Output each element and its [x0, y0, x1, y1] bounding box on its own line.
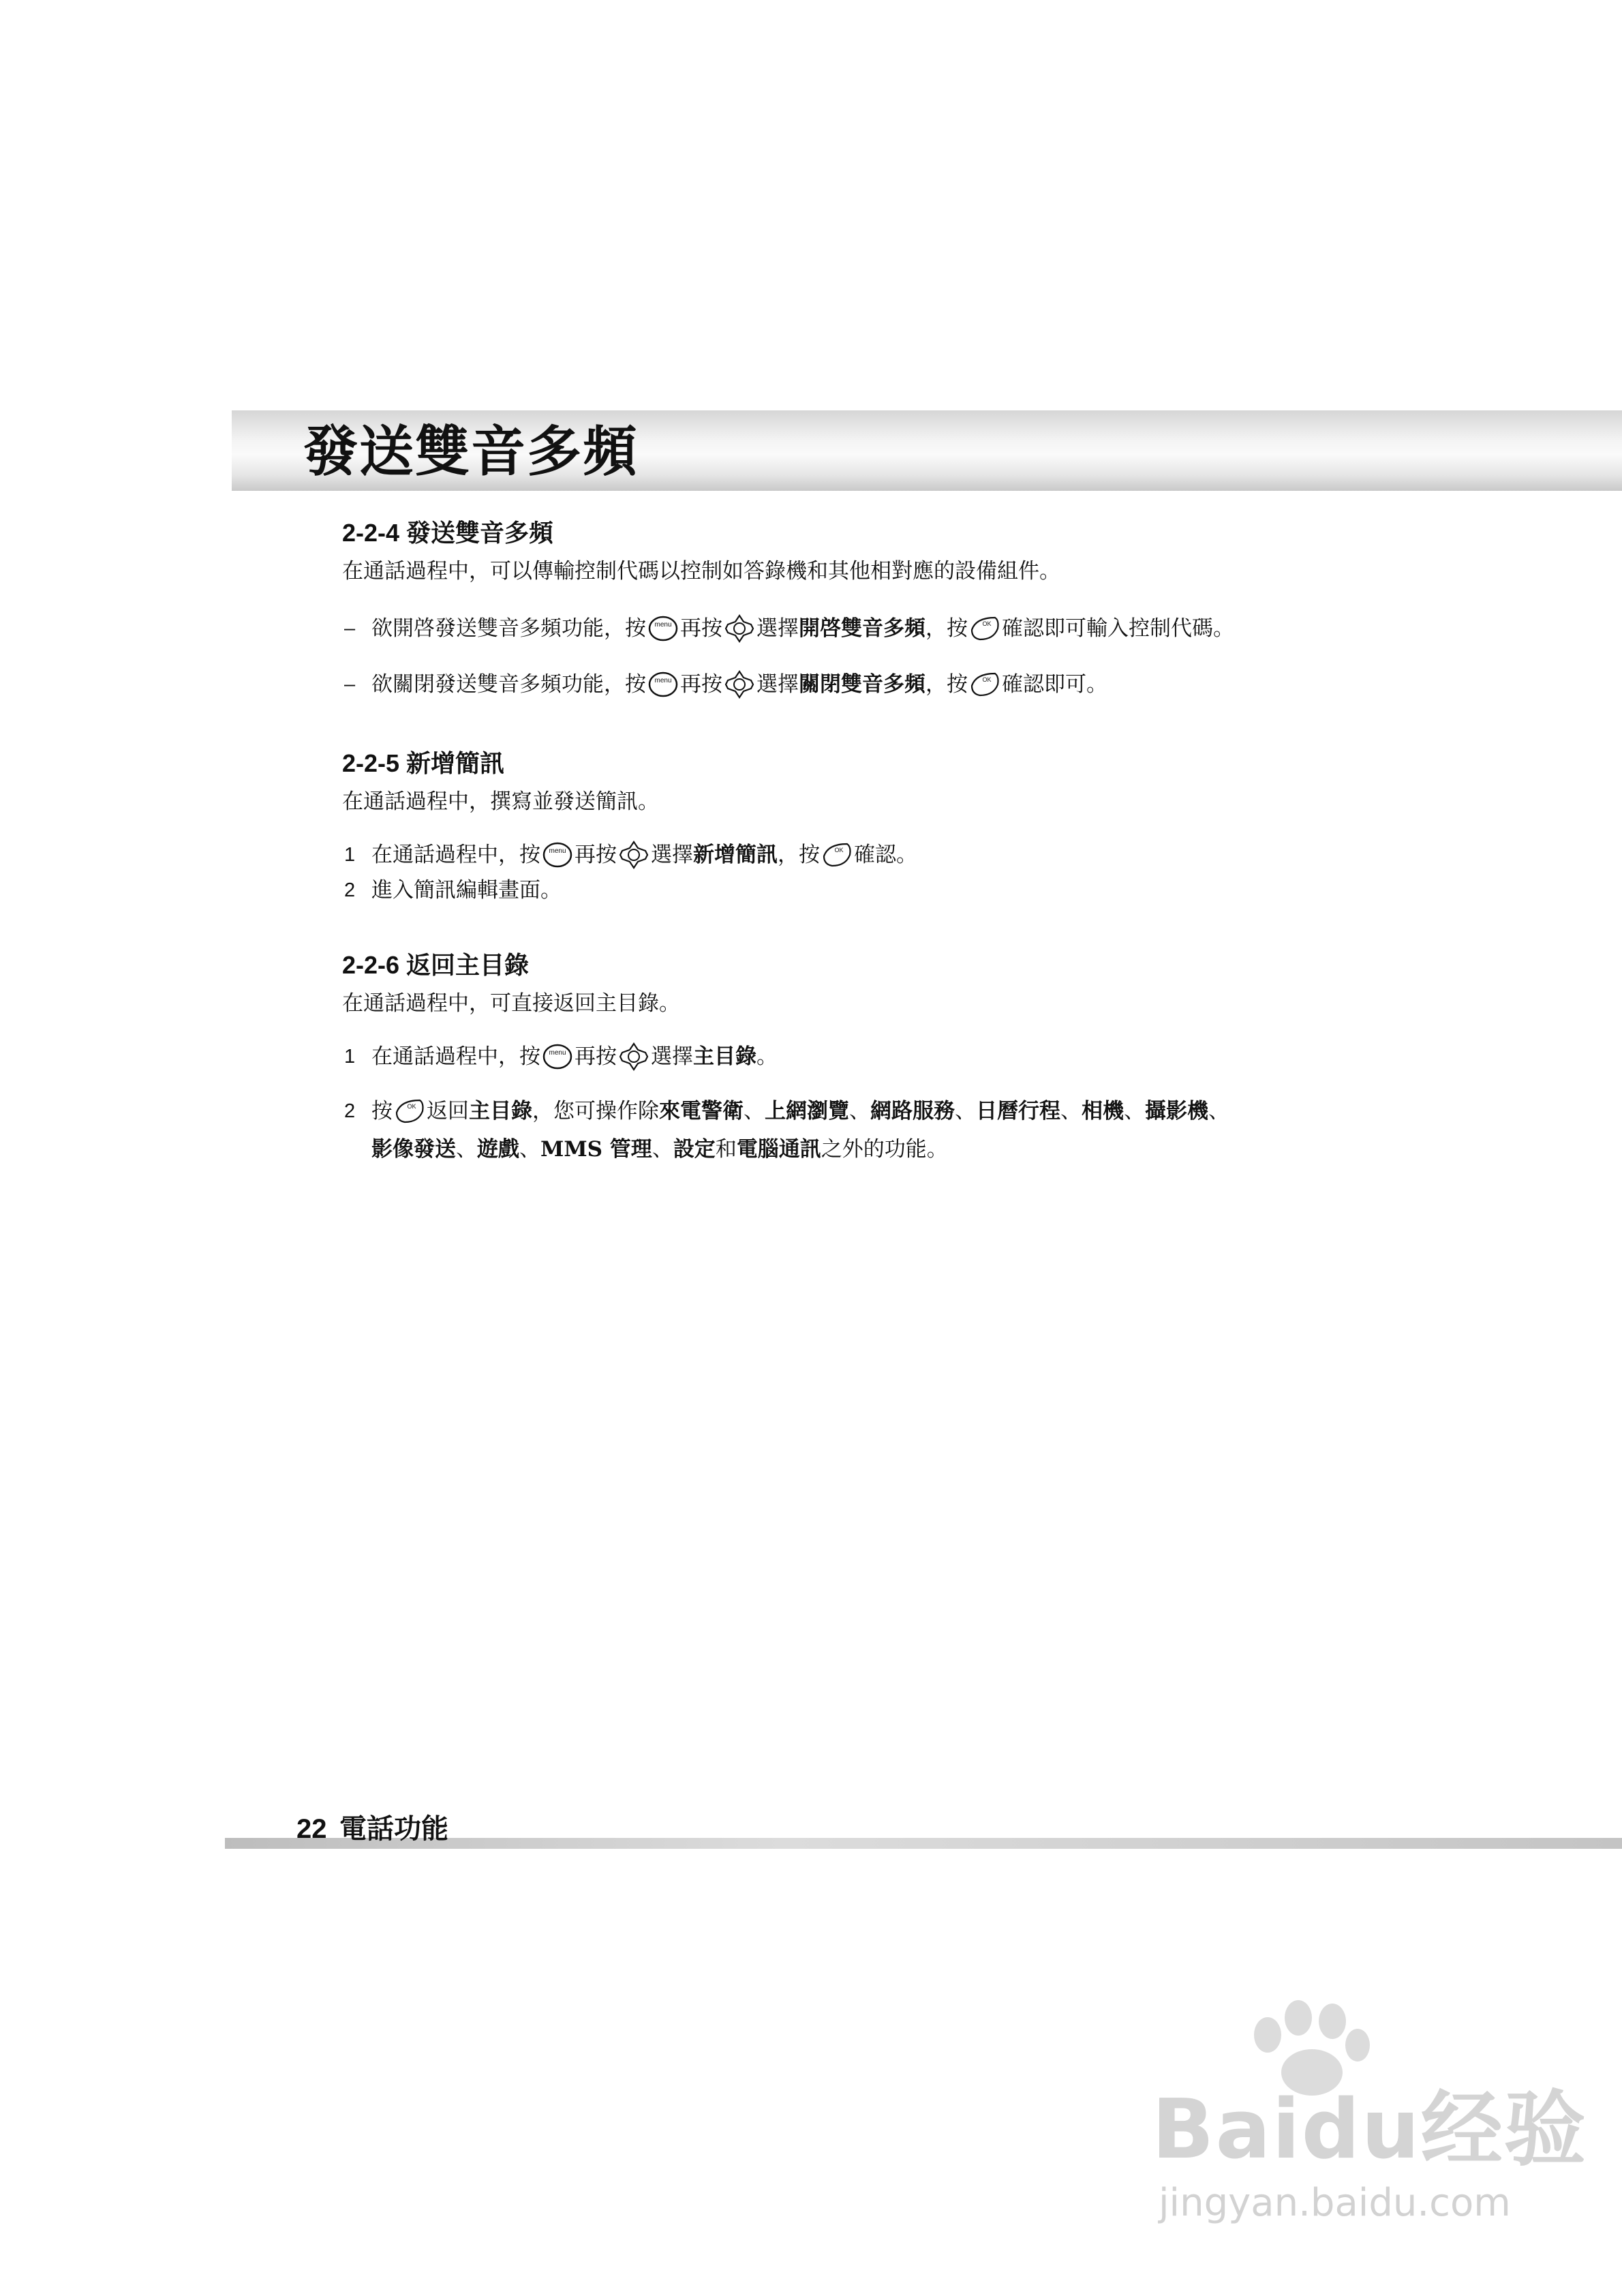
section-heading-2-2-4 — [342, 518, 553, 548]
menu-option: 關閉雙音多頻 — [799, 672, 925, 697]
separator: 、 — [519, 1137, 540, 1162]
list-marker: 1 — [344, 1046, 356, 1068]
function-name: 上網瀏覽 — [765, 1099, 849, 1123]
section-title: 發送雙音多頻 — [406, 519, 554, 547]
separator: 、 — [1060, 1099, 1082, 1123]
item-text: 再按 — [680, 616, 722, 641]
section-intro: 在通話過程中，可以傳輸控制代碼以控制如答錄機和其他相對應的設備組件。 — [342, 559, 1060, 584]
separator: 、 — [1208, 1099, 1229, 1123]
section-number: 2-2-6 — [342, 951, 400, 979]
section-heading-2-2-5 — [342, 749, 504, 779]
watermark-url: jingyan.baidu.com — [1159, 2181, 1511, 2225]
section-title: 新增簡訊 — [406, 749, 505, 778]
item-text: 進入簡訊編輯畫面。 — [371, 878, 562, 903]
section-intro: 在通話過程中，可直接返回主目錄。 — [342, 991, 680, 1016]
item-text: 確認即可輸入控制代碼。 — [1002, 616, 1234, 641]
item-text: 再按 — [680, 672, 722, 697]
menu-option: 主目錄 — [693, 1044, 756, 1069]
item-text: 在通話過程中，按 — [371, 843, 540, 867]
menu-key-label: menu — [654, 677, 672, 684]
list-marker: – — [344, 674, 356, 695]
function-name: 電腦通訊 — [736, 1137, 821, 1162]
section-intro: 在通話過程中，撰寫並發送簡訊。 — [342, 789, 659, 814]
ok-key-label: OK — [982, 676, 992, 683]
separator: 、 — [456, 1137, 477, 1162]
menu-key-label: menu — [654, 621, 672, 629]
menu-option: 新增簡訊 — [693, 843, 778, 867]
item-text: 確認即可。 — [1002, 672, 1107, 697]
list-item — [371, 1040, 778, 1073]
function-name: 日曆行程 — [976, 1099, 1060, 1123]
list-marker: 2 — [344, 879, 356, 901]
ok-key-icon — [394, 1096, 425, 1126]
item-text: 選擇 — [756, 672, 799, 697]
navigation-key-icon — [724, 669, 755, 699]
item-text: ，您可操作除 — [532, 1099, 659, 1123]
function-name: 網路服務 — [870, 1099, 955, 1123]
watermark-logo: Baidu经验 — [1152, 2083, 1587, 2177]
list-item — [371, 874, 562, 907]
list-item — [371, 668, 1107, 701]
page-number: 22 — [296, 1814, 327, 1844]
item-text: 和 — [715, 1137, 737, 1162]
item-text: 選擇 — [756, 616, 799, 641]
function-name: 來電警衛 — [659, 1099, 744, 1123]
separator: 、 — [1124, 1099, 1145, 1123]
ok-key-label: OK — [407, 1103, 416, 1110]
ok-key-label: OK — [834, 847, 844, 854]
section-number: 2-2-5 — [342, 749, 400, 777]
menu-key-icon — [542, 1042, 573, 1072]
list-marker: – — [344, 618, 356, 639]
ok-key-label: OK — [982, 620, 992, 627]
item-text: ，按 — [778, 843, 820, 867]
section-title: 返回主目錄 — [406, 951, 530, 980]
item-text: 按 — [371, 1099, 393, 1123]
list-item — [371, 1095, 1229, 1128]
function-name: 攝影機 — [1145, 1099, 1208, 1123]
list-item-continuation — [371, 1133, 948, 1166]
navigation-key-icon — [618, 840, 649, 870]
ok-key-icon — [969, 669, 1000, 699]
function-name: 遊戲 — [477, 1137, 519, 1162]
list-item — [371, 612, 1234, 645]
ok-key-icon — [821, 840, 853, 870]
item-text: 欲開啓發送雙音多頻功能，按 — [371, 616, 646, 641]
item-text: 選擇 — [651, 843, 693, 867]
item-text: 確認。 — [854, 843, 917, 867]
item-text: 之外的功能。 — [821, 1137, 948, 1162]
separator: 、 — [849, 1099, 870, 1123]
menu-key-icon — [647, 669, 679, 699]
item-text: ，按 — [925, 616, 968, 641]
function-name: 設定 — [673, 1137, 716, 1162]
navigation-key-icon — [724, 614, 755, 644]
menu-option: 開啓雙音多頻 — [799, 616, 925, 641]
menu-key-icon — [542, 840, 573, 870]
section-heading-2-2-6 — [342, 950, 529, 980]
function-name: 相機 — [1082, 1099, 1124, 1123]
item-text: ，按 — [925, 672, 968, 697]
navigation-key-icon — [618, 1042, 649, 1072]
menu-key-icon — [647, 614, 679, 644]
ok-key-icon — [969, 614, 1000, 644]
list-marker: 2 — [344, 1100, 356, 1122]
menu-option: 主目錄 — [469, 1099, 532, 1123]
separator: 、 — [744, 1099, 765, 1123]
page-title: 發送雙音多頻 — [303, 419, 639, 483]
item-text: 再按 — [575, 843, 617, 867]
separator: 、 — [652, 1137, 673, 1162]
item-text: 在通話過程中，按 — [371, 1044, 540, 1069]
item-text: 選擇 — [651, 1044, 693, 1069]
function-name: MMS 管理 — [540, 1137, 652, 1162]
menu-key-label: menu — [549, 847, 566, 855]
item-text: 欲關閉發送雙音多頻功能，按 — [371, 672, 646, 697]
item-text: 。 — [756, 1044, 778, 1069]
item-text: 再按 — [575, 1044, 617, 1069]
item-text: 返回 — [427, 1099, 469, 1123]
separator: 、 — [955, 1099, 976, 1123]
section-number: 2-2-4 — [342, 519, 400, 547]
list-item — [371, 839, 917, 871]
function-name: 影像發送 — [371, 1137, 456, 1162]
list-marker: 1 — [344, 844, 356, 866]
menu-key-label: menu — [549, 1049, 566, 1057]
footer-section: 電話功能 — [339, 1813, 448, 1845]
